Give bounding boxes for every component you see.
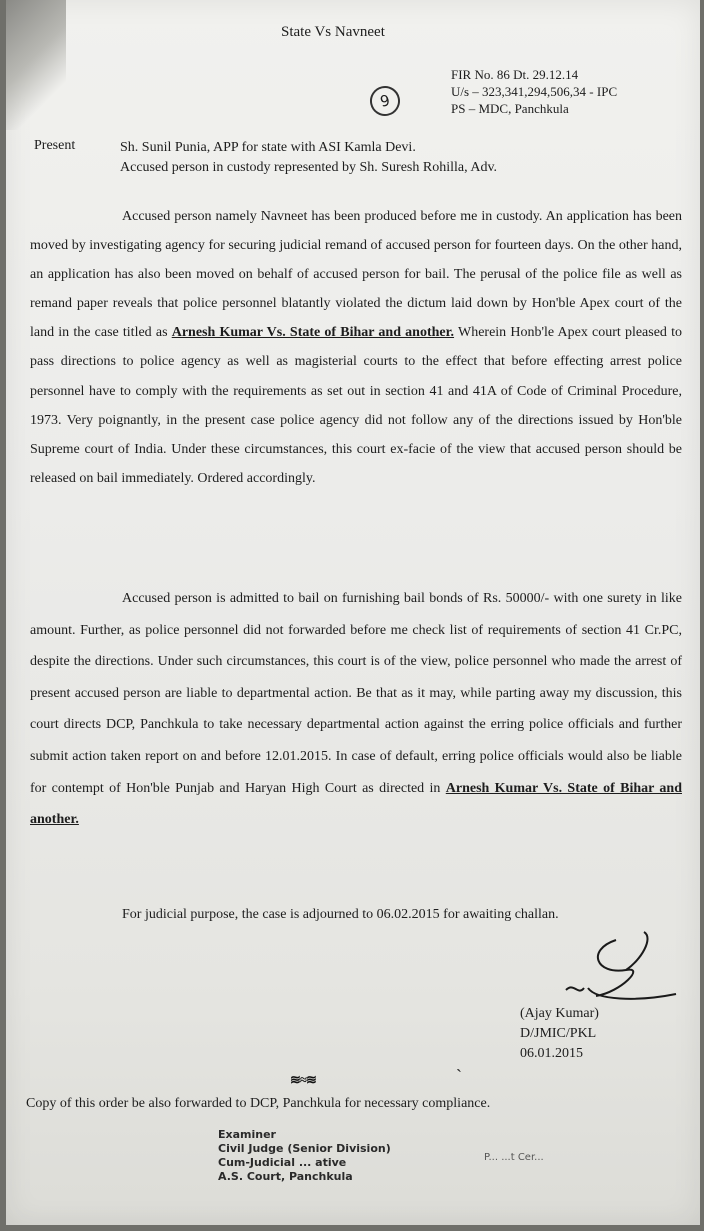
judge-name: (Ajay Kumar) <box>520 1006 599 1021</box>
case-title: State Vs Navneet <box>281 24 385 40</box>
present-label: Present <box>34 138 76 153</box>
examiner-court: Civil Judge (Senior Division) <box>218 1142 391 1155</box>
fir-police-station: PS – MDC, Panchkula <box>451 101 569 116</box>
examiner-role: Cum-Judicial ... ative <box>218 1156 347 1169</box>
fir-details <box>451 66 617 117</box>
fir-number: FIR No. 86 Dt. 29.12.14 <box>451 67 579 82</box>
para1-text-b: Wherein Honb'le Apex court pleased to pass directions to police agency as well as magisterial courts to the effect that before effecting arrest police personnel have to comply with the requirements as set out in section 41 and 41A of Code of Criminal Procedure, 1973. Very poignantly, in the present case police agency did not follow any of the directions issued by Hon'ble Supreme court of India. Under these circumstances, this court ex-facie of the view that accused person should be released on bail immediately. Ordered accordingly. <box>30 325 682 486</box>
present-line-defence: Accused person in custody represented by Sh. Suresh Rohilla, Adv. <box>120 160 498 175</box>
copy-forward-note: Copy of this order be also forwarded to DCP, Panchkula for necessary compliance. <box>26 1096 491 1111</box>
examiner-location: A.S. Court, Panchkula <box>218 1170 353 1183</box>
document-page <box>6 0 700 1225</box>
present-persons <box>120 138 497 178</box>
order-paragraph-3 <box>30 900 682 930</box>
para2-case-citation: Arnesh Kumar Vs. State of Bihar and another. <box>30 780 682 828</box>
judge-designation: D/JMIC/PKL <box>520 1026 597 1041</box>
signature-block <box>520 1004 599 1064</box>
fir-sections: U/s – 323,341,294,506,34 - IPC <box>451 84 618 99</box>
examiner-title: Examiner <box>218 1128 276 1141</box>
handwritten-scribble: ≋≈≋ <box>290 1072 316 1087</box>
order-paragraph-1 <box>30 202 682 493</box>
faint-certified-stamp: P... ...t Cer... <box>484 1152 544 1163</box>
order-paragraph-2 <box>30 583 682 836</box>
order-date: 06.01.2015 <box>520 1046 583 1061</box>
page-fold-shadow <box>6 0 66 130</box>
present-line-prosecution: Sh. Sunil Punia, APP for state with ASI Kamla Devi. <box>120 140 416 155</box>
para2-text-a: Accused person is admitted to bail on furnishing bail bonds of Rs. 50000/- with one surety in like amount. Further, as police personnel did not forwarded before me check list of requirements of section 41 Cr.PC, despite the directions. Under such circumstances, this court is of the view, police personnel who made the arrest of present accused person are liable to departmental action. Be that as it may, while parting away my discussion, this court directs DCP, Panchkula to take necessary departmental action against the erring police officials and further submit action taken report on and before 12.01.2015. In case of default, erring police officials would also be liable for contempt of Hon'ble Punjab and Haryan High Court as directed in <box>30 591 682 796</box>
examiner-stamp <box>218 1128 391 1184</box>
para1-case-citation: Arnesh Kumar Vs. State of Bihar and another. <box>171 325 455 341</box>
page-number-circled: 9 <box>367 83 403 119</box>
ink-mark: ˎ <box>456 1052 462 1072</box>
para3-text: For judicial purpose, the case is adjourned to 06.02.2015 for awaiting challan. <box>122 907 559 922</box>
para1-text-a: Accused person namely Navneet has been produced before me in custody. An application has been moved by investigating agency for securing judicial remand of accused person for fourteen days. On the other hand, an application has also been moved on behalf of accused person for bail. The perusal of the police file as well as remand paper reveals that police personnel blatantly violated the dictum laid down by Hon'ble Apex court of the land in the case titled as <box>30 209 682 341</box>
